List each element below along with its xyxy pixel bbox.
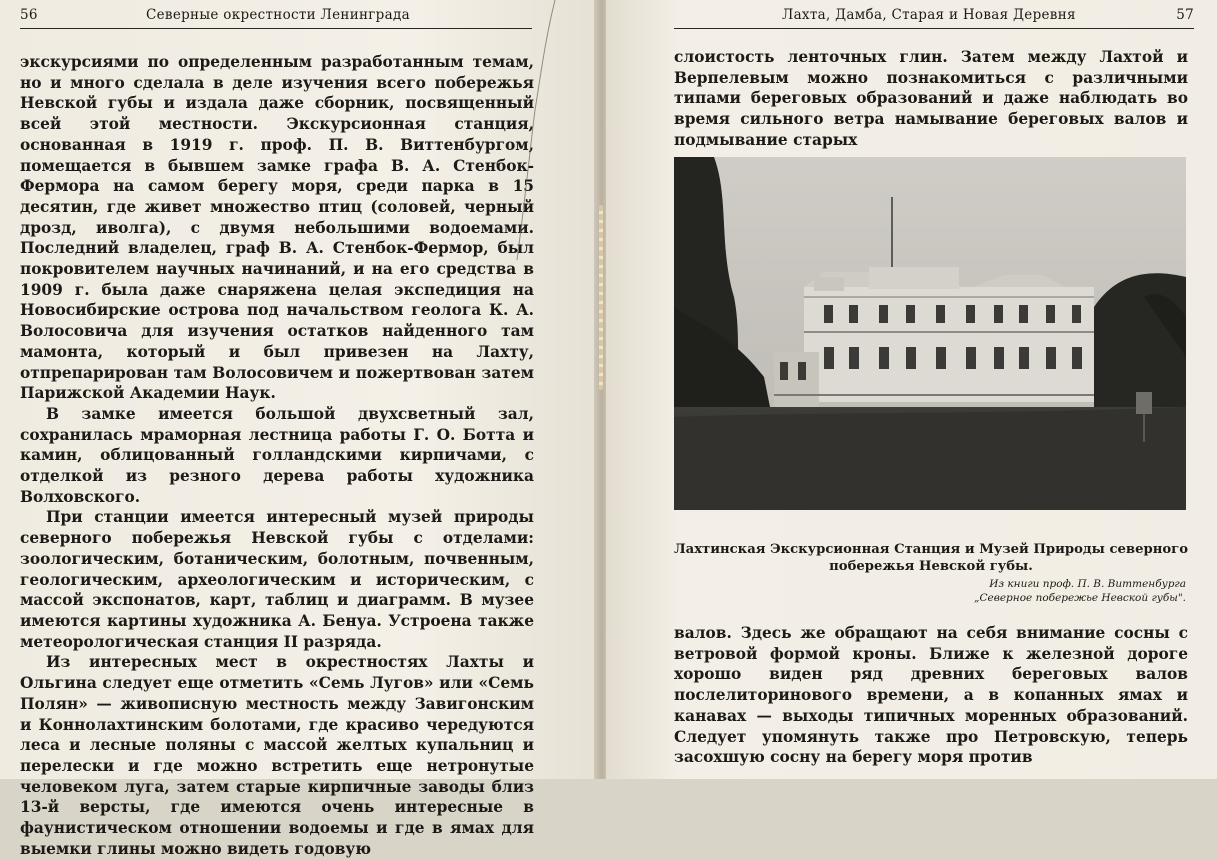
paragraph: В замке имеется большой двухсветный зал, сохранилась мраморная лестница работы Г. О. Ботта и камин, облицованный голландскими кирпичами, с отделкой из резного дерева работы художника Волховского. [20,404,534,506]
photo-caption: Лахтинская Экскурсионная Станция и Музей Природы северного побережья Невской губы. [673,542,1189,574]
left-page-body [20,52,534,859]
binding-thread [599,205,603,390]
paragraph: Из интересных мест в окрестностях Лахты и Ольгина следует еще отметить «Семь Лугов» или «Семь Полян» — живописную местность между Завигонским и Коннолахтинским болотами, где красиво чередуются леса и лесные поляны с массой желтых купальниц и перелески и где можно встретить еще нетронутые человеком луга, затем старые кирпичные заводы близ 13-й версты, где имеются очень интересные в фаунистическом отношении водоемы и где в ямах для выемки глины можно видеть годовую [20,653,534,858]
paragraph: слоистость ленточных глин. Затем между Лахтой и Верпелевым можно познакомиться с различными типами береговых образований и даже наблюдать во время сильного ветра намывание береговых валов и подмывание старых [674,48,1188,149]
mansion-photograph [674,157,1186,510]
credit-line: „Северное побережье Невской губы". [974,592,1186,604]
left-running-head: Северные окрестности Ленинграда [146,7,410,23]
paragraph: валов. Здесь же обращают на себя внимание сосны с ветровой формой кроны. Ближе к железной дороге хорошо виден ряд древних береговых валов послелиторинового времени, а в копанных ямах и канавах — выходы типичных моренных образований. Следует упомянуть также про Петровскую, теперь засохшую сосну на берегу моря против [674,624,1188,767]
right-page-number: 57 [1176,7,1194,23]
right-page-top-text [674,47,1188,151]
left-page-header [20,4,532,29]
right-page-bottom-text [674,623,1188,768]
right-page-header [674,4,1194,29]
right-running-head: Лахта, Дамба, Старая и Новая Деревня [782,7,1076,23]
left-page [0,0,598,858]
right-page [606,0,1217,779]
paragraph: При станции имеется интересный музей природы северного побережья Невской губы с отделами: зоологическим, ботаническим, болотным, почвенным, геологическим, археологическим и историческим, с массой экспонатов, карт, таблиц и диаграмм. В музее имеются картины художника А. Бенуа. Устроена также метеорологическая станция II разряда. [20,508,534,651]
mansion-illustration [674,157,1186,510]
credit-line: Из книги проф. П. В. Виттенбурга [989,578,1186,590]
paragraph: экскурсиями по определенным разработанным темам, но и много сделала в деле изучения всего побережья Невской губы и издала даже сборник, посвященный всей этой местности. Экскурсионная станция, основанная в 1919 г. проф. П. В. Виттенбургом, помещается в бывшем замке графа В. А. Стенбок-Фермора на самом берегу моря, среди парка в 15 десятин, где живет множество птиц (соловей, черный дрозд, иволга), с двумя небольшими водоемами. Последний владелец, граф В. А. Стенбок-Фермор, был покровителем научных начинаний, и на его средства в 1909 г. была даже снаряжена целая экспедиция на Новосибирские острова под начальством геолога К. А. Волосовича для изучения остатков найденного там мамонта, который и был привезен на Лахту, отпрепарирован там Волосовичем и пожертвован затем Парижской Академии Наук. [20,53,534,403]
photo-credit [896,577,1186,605]
left-page-number: 56 [20,7,38,23]
